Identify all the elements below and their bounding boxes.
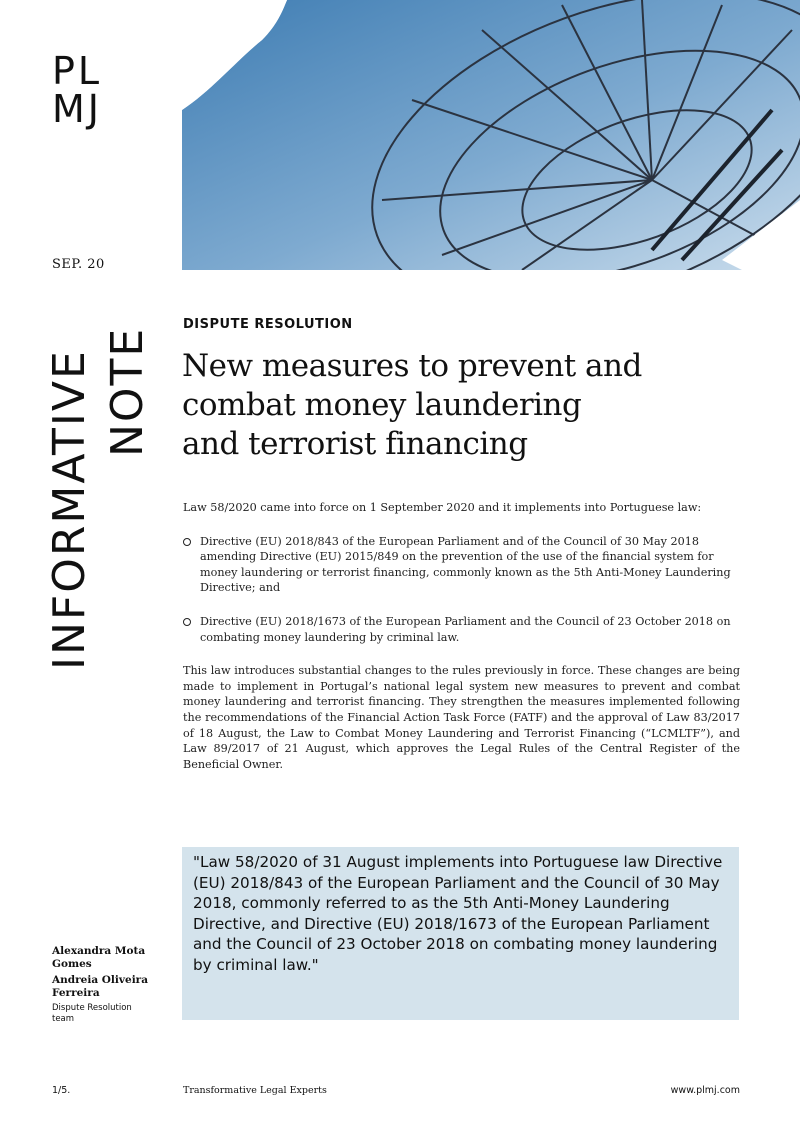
plmj-logo xyxy=(52,49,103,131)
logo-line-1: PL xyxy=(52,49,103,93)
author-name: Alexandra Mota Gomes xyxy=(52,945,146,970)
hero-image xyxy=(182,0,800,270)
publication-date: SEP. 20 xyxy=(52,257,105,272)
document-type-title xyxy=(30,320,153,670)
headline xyxy=(182,347,702,464)
team-name: Dispute Resolution team xyxy=(52,1003,132,1024)
authors xyxy=(52,945,152,1024)
headline-line: combat money laundering xyxy=(182,387,582,423)
practice-area: DISPUTE RESOLUTION xyxy=(183,317,353,332)
radio-telescope-image xyxy=(182,0,800,270)
footer-tagline: Transformative Legal Experts xyxy=(183,1085,327,1096)
website-link[interactable]: www.plmj.com xyxy=(670,1085,740,1096)
pull-quote: "Law 58/2020 of 31 August implements into Portuguese law Directive (EU) 2018/843 of the European Parliament and the Council of 30 May 2018, commonly referred to as the 5th Anti-Money Laundering Directive, and Directive (EU) 2018/1673 of the European Parliament and the Council of 23 October 2018 on combating money laundering by criminal law." xyxy=(182,847,739,1020)
bullet-item xyxy=(183,534,740,596)
title-informative: INFORMATIVE xyxy=(44,349,95,670)
article-body xyxy=(183,500,740,772)
bullet-item xyxy=(183,614,740,645)
page-number: 1/5. xyxy=(52,1085,71,1096)
bullet-circle-icon xyxy=(183,618,191,626)
logo-line-2: MJ xyxy=(52,87,102,131)
headline-line: New measures to prevent and xyxy=(182,348,642,384)
bullet-circle-icon xyxy=(183,538,191,546)
body-paragraph: This law introduces substantial changes to the rules previously in force. These changes are being made to implement in Portugal’s national legal system new measures to prevent and combat money laundering and terrorist financing. They strengthen the measures implemented following the recommendations of the Financial Action Task Force (FATF) and the approval of Law 83/2017 of 18 August, the Law to Combat Money Laundering and Terrorist Financing (“LCMLTF”), and Law 89/2017 of 21 August, which approves the Legal Rules of the Central Register of the Beneficial Owner. xyxy=(183,664,740,771)
headline-line: and terrorist financing xyxy=(182,426,528,462)
bullet-text: Directive (EU) 2018/1673 of the European Parliament and the Council of 23 October 2018 on combating money laundering by criminal law. xyxy=(200,614,731,644)
intro-paragraph: Law 58/2020 came into force on 1 September 2020 and it implements into Portuguese law: xyxy=(183,501,702,514)
title-note: NOTE xyxy=(102,326,153,457)
author-name: Andreia Oliveira Ferreira xyxy=(52,974,149,999)
bullet-text: Directive (EU) 2018/843 of the European Parliament and of the Council of 30 May 2018 amending Directive (EU) 2015/849 on the prevention of the use of the financial system for money laundering or terrorist financing, commonly known as the 5th Anti-Money Laundering Directive; and xyxy=(200,534,731,595)
